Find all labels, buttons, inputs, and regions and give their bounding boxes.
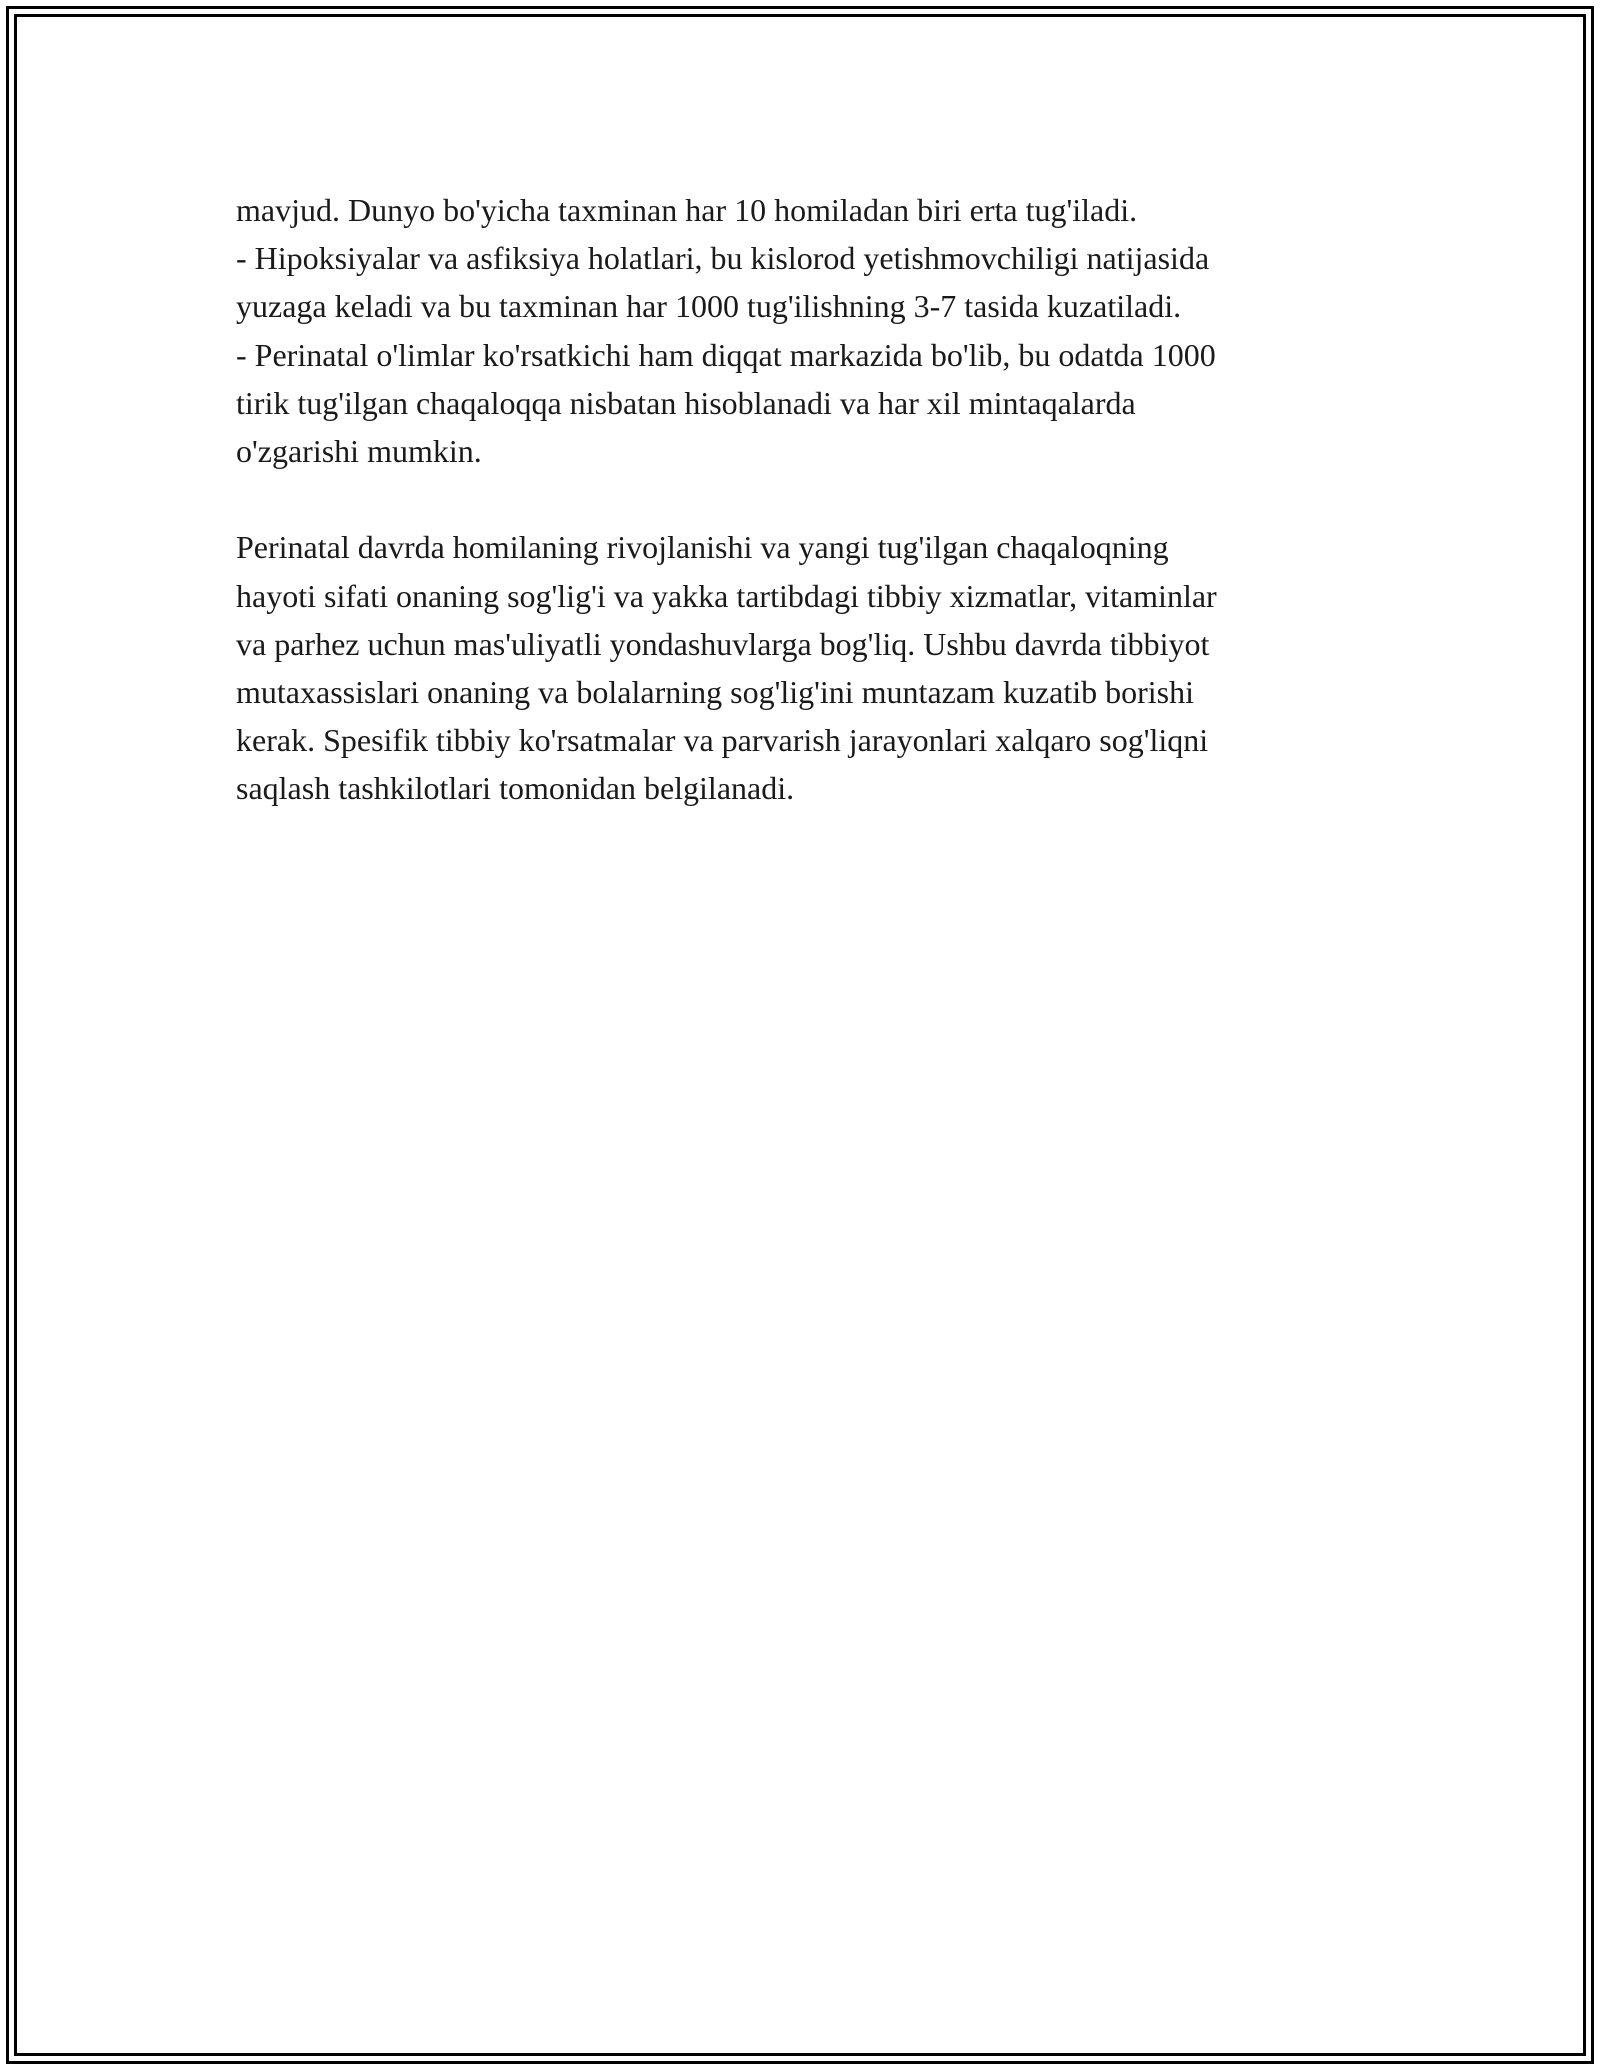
- text-line: - Hipoksiyalar va asfiksiya holatlari, bu kislorod yetishmovchiligi natijasida: [236, 240, 1210, 277]
- text-line: hayoti sifati onaning sog'lig'i va yakka tartibdagi tibbiy xizmatlar, vitaminlar: [236, 577, 1217, 614]
- paragraph-perinatal-care: [236, 523, 1416, 812]
- text-line: o'zgarishi mumkin.: [236, 433, 482, 470]
- paragraph-gap: [236, 475, 1416, 523]
- text-line: va parhez uchun mas'uliyatli yondashuvlarga bog'liq. Ushbu davrda tibbiyot: [236, 625, 1210, 662]
- text-line: mutaxassislari onaning va bolalarning sog'lig'ini muntazam kuzatib borishi: [236, 674, 1195, 711]
- paragraph-statistics: [236, 186, 1416, 475]
- text-line: Perinatal davrda homilaning rivojlanishi va yangi tug'ilgan chaqaloqning: [236, 529, 1169, 566]
- text-line: yuzaga keladi va bu taxminan har 1000 tug'ilishning 3-7 tasida kuzatiladi.: [236, 288, 1182, 325]
- text-line: mavjud. Dunyo bo'yicha taxminan har 10 homiladan biri erta tug'iladi.: [236, 192, 1138, 228]
- document-body: [236, 186, 1416, 813]
- text-line: saqlash tashkilotlari tomonidan belgilanadi.: [236, 770, 795, 807]
- text-line: tirik tug'ilgan chaqaloqqa nisbatan hisoblanadi va har xil mintaqalarda: [236, 384, 1136, 421]
- text-line: - Perinatal o'limlar ko'rsatkichi ham diqqat markazida bo'lib, bu odatda 1000: [236, 336, 1216, 373]
- text-line: kerak. Spesifik tibbiy ko'rsatmalar va parvarish jarayonlari xalqaro sog'liqni: [236, 722, 1209, 759]
